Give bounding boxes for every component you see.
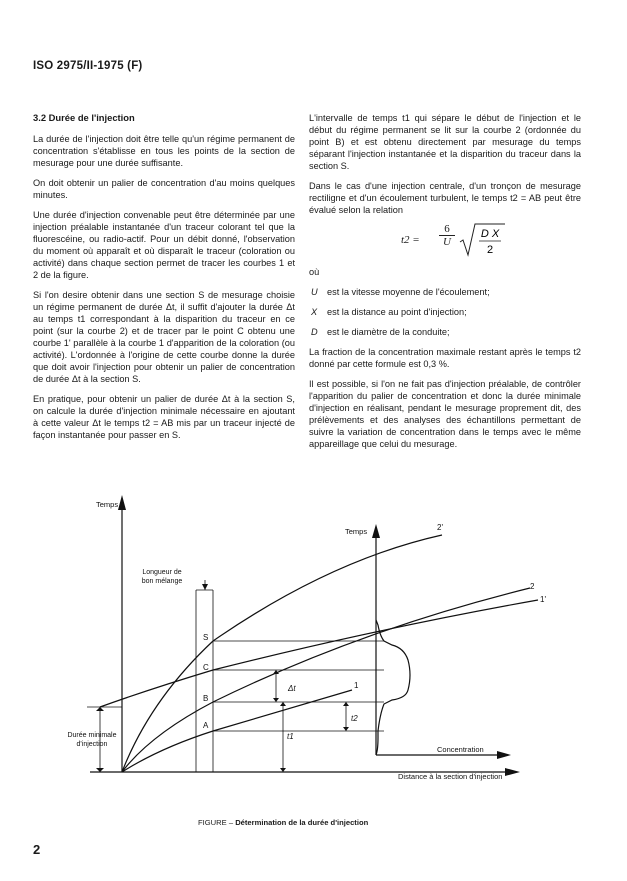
paragraph: On doit obtenir un palier de concentration d'au moins quelques minutes. — [33, 178, 295, 200]
ou-label: où — [309, 267, 320, 277]
equation-lhs: t2 = — [401, 234, 420, 246]
definition-symbol: X — [311, 307, 318, 317]
sqrt-denominator: 2 — [486, 244, 494, 256]
point-B-label: B — [203, 694, 209, 703]
arrowhead-icon — [280, 702, 286, 706]
arrowhead-icon — [96, 707, 104, 711]
paragraph: La fraction de la concentration maximale restant après le temps t2 donné par cette formule est 0,3 %. — [309, 347, 581, 369]
curve-1-prime — [100, 600, 538, 707]
y-axis-arrow-icon — [118, 495, 126, 510]
caption-prefix: FIGURE — [198, 818, 227, 827]
paragraph: Si l'on desire obtenir dans une section S de mesurage choisie un régime permanent de durée Δt, il suffit d'ajouter la durée Δt au temps t1 correspondant à la disparition du traceur en ce point (sur la courbe 2) et de tracer par le point C obtenu une courbe 1' parallèle à la courbe 1 d'apparition de la coloration (ou activité). L'ordonnée à l'origine de cette courbe donne la durée que doit avoir l'injection pour obtenir un palier de concentration de durée Δt à la section S. — [33, 290, 295, 384]
mixing-label-1: Longueur de — [142, 569, 182, 576]
x-axis-arrow-icon — [505, 768, 520, 776]
curve-2-label: 2 — [530, 582, 535, 591]
paragraph: La durée de l'injection doit être telle qu'un régime permanent de concentration s'établisse en tous les points de la section de mesurage pour une durée suffisante. — [33, 134, 295, 168]
inset-time-arrow-icon — [372, 524, 380, 538]
arrowhead-icon — [343, 727, 349, 731]
arrowhead-icon — [273, 698, 279, 702]
dt-label: Δt — [288, 684, 296, 693]
t1-label: t1 — [287, 732, 294, 741]
inset-concentration-arrow-icon — [497, 751, 511, 759]
page-number: 2 — [33, 842, 41, 857]
paragraph: Dans le cas d'une injection centrale, d'un tronçon de mesurage rectiligne et d'un écoulement turbulent, le temps t2 = AB peut être évalué selon la relation — [309, 181, 581, 215]
document-header: ISO 2975/II-1975 (F) — [33, 60, 143, 72]
min-duration-label-1: Durée minimale — [67, 732, 117, 739]
equation-denominator: U — [443, 236, 451, 248]
paragraph: Il est possible, si l'on ne fait pas d'injection préalable, de contrôler l'apparition du palier de concentration et donc la durée minimale d'injection en réalisant, pendant le mesurage proprement dit, des prélèvements et des analyses des échantillons permettant de suivre la variation de concentration dans le temps avec le même appareillage que celui du mesurage. — [309, 379, 581, 449]
point-C-label: C — [203, 663, 209, 672]
arrowhead-icon — [202, 584, 208, 590]
paragraph: L'intervalle de temps t1 qui sépare le début de l'injection et le début du régime permanent se lit sur la courbe 2 (ordonnée du point B) et est obtenu directement par mesurage du temps séparant l'injection instantanée et la disparition du traceur dans la section S. — [309, 113, 581, 171]
arrowhead-icon — [343, 702, 349, 706]
point-S-label: S — [203, 633, 209, 642]
y-axis-label: Temps — [96, 500, 119, 509]
inset-concentration-label: Concentration — [437, 745, 484, 754]
curve-2-prime-label: 2' — [437, 523, 443, 532]
definition-text: est la distance au point d'injection; — [327, 307, 467, 317]
concentration-profile — [376, 620, 410, 755]
point-A-label: A — [203, 721, 209, 730]
caption-title: Détermination de la durée d'injection — [235, 818, 369, 827]
figure-caption — [198, 818, 368, 827]
curve-1-label: 1 — [354, 681, 359, 690]
definition-text: est le diamètre de la conduite; — [327, 327, 450, 337]
equation-numerator: 6 — [439, 223, 455, 236]
definition-text: est la vitesse moyenne de l'écoulement; — [327, 287, 490, 297]
paragraph: En pratique, pour obtenir un palier de durée Δt à la section S, on calcule la durée d'injection minimale nécessaire en ajoutant à cette valeur Δt le temps t2 = AB mis par un traceur injecté de façon instantanée pour passer en S. — [33, 394, 295, 440]
curve-1-prime-label: 1' — [540, 595, 546, 604]
min-duration-label-2: d'injection — [76, 741, 108, 748]
t2-label: t2 — [351, 714, 358, 723]
paragraph: Une durée d'injection convenable peut être déterminée par une injection préalable instantanée d'un traceur colorant tel que la fluorescéine, ou radio-actif. Pour un débit donné, l'observation du moment où apparaît et où disparaît le traceur (coloration ou activité) dans chaque section permet de tracer les courbes 1 et 2 de la figure. — [33, 210, 295, 280]
definition-symbol: D — [311, 327, 318, 337]
inset-time-label: Temps — [345, 527, 368, 536]
caption-dash: – — [228, 818, 234, 827]
section-title: 3.2 Durée de l'injection — [33, 112, 135, 123]
sqrt-numerator: D X — [480, 228, 500, 240]
mixing-label-2: bon mélange — [141, 578, 183, 585]
x-axis-label: Distance à la section d'injection — [398, 772, 503, 781]
definition-symbol: U — [311, 287, 318, 297]
